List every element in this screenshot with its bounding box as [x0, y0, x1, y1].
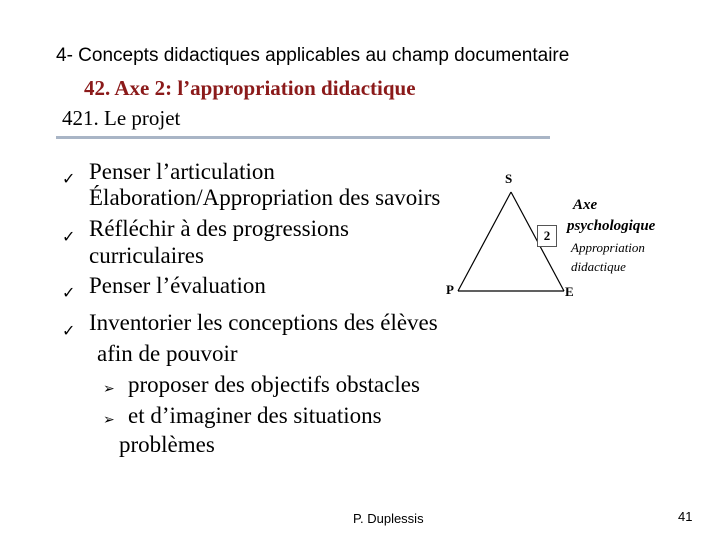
arrow-right-icon: ➢ — [103, 412, 115, 428]
sub-bullet-2-line-1: et d’imaginer des situations — [128, 403, 382, 428]
triangle-left-edge — [458, 192, 511, 291]
axis-label-line-2: psychologique — [567, 218, 656, 234]
bullet-1-line-1: Penser l’articulation — [89, 159, 275, 184]
checkmark-icon: ✓ — [62, 227, 76, 246]
bullet-1-line-2: Élaboration/Appropriation des savoirs — [89, 185, 441, 210]
bullet-2-line-2: curriculaires — [89, 243, 204, 268]
bullet-4-line-1: Inventorier les conceptions des élèves — [89, 310, 438, 335]
checkmark-icon: ✓ — [62, 321, 76, 340]
bullet-2-line-1: Réfléchir à des progressions — [89, 216, 349, 241]
axis-number-badge: 2 — [537, 225, 557, 247]
axis-sublabel-line-1: Appropriation — [571, 240, 645, 255]
arrow-right-icon: ➢ — [103, 381, 115, 397]
vertex-p-label: P — [446, 282, 454, 297]
page-number: 41 — [678, 509, 693, 524]
bullet-3-line-1: Penser l’évaluation — [89, 273, 266, 298]
section-heading: 4- Concepts didactiques applicables au champ documentaire — [56, 45, 570, 66]
checkmark-icon: ✓ — [62, 283, 76, 302]
subsection-title: 421. Le projet — [62, 106, 181, 130]
sub-bullet-1-line-1: proposer des objectifs obstacles — [128, 372, 420, 397]
axis-title: 42. Axe 2: l’appropriation didactique — [84, 76, 416, 100]
sub-bullet-2-line-2: problèmes — [119, 432, 215, 457]
axis-label-line-1: Axe — [573, 197, 598, 213]
bullet-4-line-2: afin de pouvoir — [97, 341, 238, 366]
footer-author: P. Duplessis — [353, 511, 424, 526]
vertex-s-label: S — [505, 171, 513, 186]
checkmark-icon: ✓ — [62, 169, 76, 188]
axis-sublabel-line-2: didactique — [571, 259, 626, 274]
vertex-e-label: E — [565, 284, 574, 299]
